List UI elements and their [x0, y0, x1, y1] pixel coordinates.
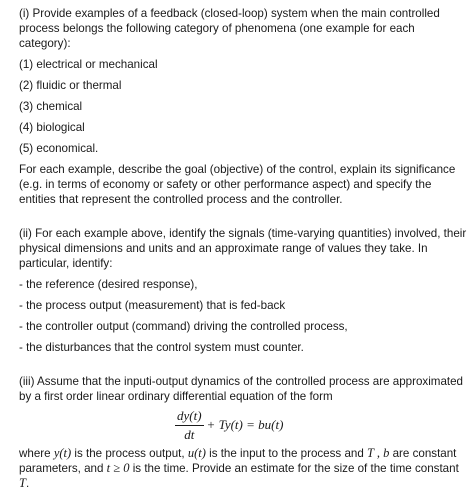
part3-where-clause: [19, 446, 467, 491]
category-item: (5) economical.: [19, 142, 99, 155]
math-var: y(t): [53, 446, 72, 460]
derivative-fraction: [175, 409, 204, 442]
category-item: (3) chemical: [19, 100, 83, 113]
category-item: (1) electrical or mechanical: [19, 58, 158, 71]
signal-item: - the disturbances that the control system must counter.: [19, 341, 304, 354]
part1-task: For each example, describe the goal (objective) of the control, explain its significance (e.g. in terms of economy or safety or other performance aspect) and specify the entities that represent the controlled process and the controller.: [19, 163, 456, 206]
category-item: (4) biological: [19, 121, 85, 134]
math-var: t ≥ 0: [106, 461, 130, 475]
category-item: (2) fluidic or thermal: [19, 79, 122, 92]
fraction-bar: [175, 425, 204, 426]
part2-intro: (ii) For each example above, identify the signals (time-varying quantities) involved, their physical dimensions and units and an approximate range of values they take. In particular, identify:: [19, 227, 467, 270]
text-segment: is the time. Provide an estimate for the size of the time constant: [129, 462, 459, 475]
text-segment: where: [19, 447, 54, 460]
text-segment: is the process output,: [71, 447, 188, 460]
equation-rhs: + Ty(t) = bu(t): [206, 417, 284, 432]
math-var: T: [19, 476, 26, 490]
signal-item: - the reference (desired response),: [19, 278, 198, 291]
math-var: T , b: [367, 446, 390, 460]
fraction-denominator: dt: [184, 426, 195, 442]
signal-item: - the process output (measurement) that is fed-back: [19, 299, 286, 312]
differential-equation: [19, 407, 467, 443]
fraction-numerator: dy(t): [177, 407, 202, 423]
text-segment: is the input to the process and: [205, 447, 368, 460]
part3-intro: (iii) Assume that the inputi-output dynamics of the controlled process are approximated by a first order linear ordinary differential equation of the form: [19, 375, 464, 403]
math-var: u(t): [187, 446, 206, 460]
part1-intro: (i) Provide examples of a feedback (closed-loop) system when the main controlled process belongs the following category of phenomena (one example for each category):: [19, 7, 440, 50]
text-segment: are constant parameters, and: [19, 447, 457, 475]
document-body: [19, 6, 467, 491]
signal-item: - the controller output (command) driving the controlled process,: [19, 320, 348, 333]
text-segment: .: [25, 477, 30, 490]
